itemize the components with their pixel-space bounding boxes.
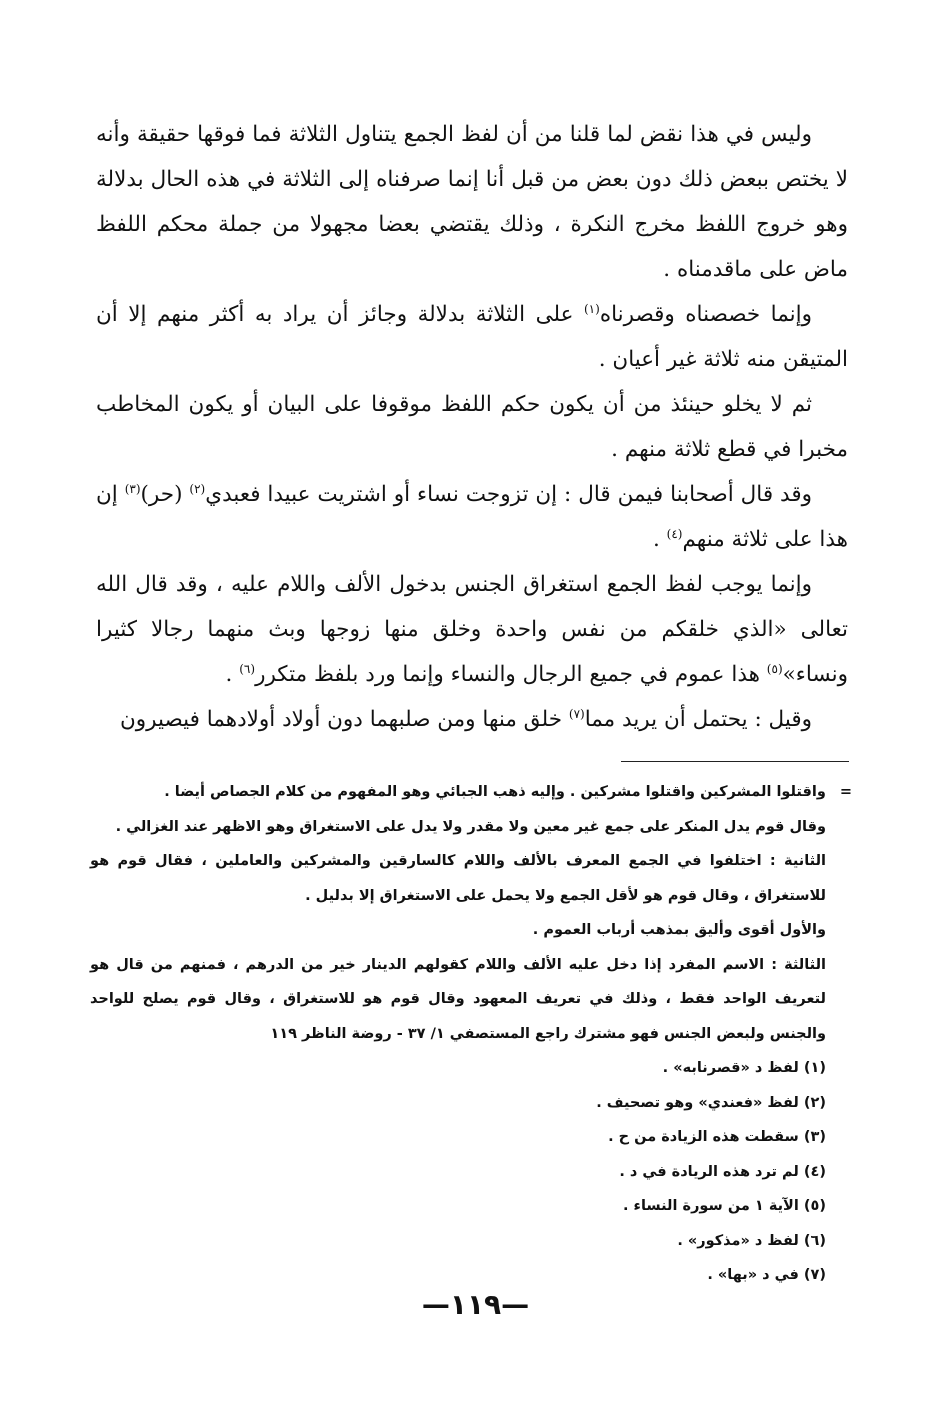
paragraph-5 bbox=[96, 562, 848, 697]
paragraph-5-part-a: وإنما يوجب لفظ الجمع استغراق الجنس بدخول الألف واللام عليه ، وقد قال الله تعالى «الذي خلقكم من نفس واحدة وخلق منها زوجها وبث منهما رجالا كثيرا ونساء» bbox=[96, 572, 848, 687]
paragraph-6-part-b: خلق منها ومن صلبهما دون أولاد أولادهما فيصيرون bbox=[119, 707, 563, 732]
footnote-continuation-1-text: واقتلوا المشركين واقتلوا مشركين . وإليه ذهب الجبائي وهو المفهوم من كلام الجصاص أيضا . bbox=[164, 784, 826, 800]
footnote-ref-1: (١) bbox=[583, 302, 600, 316]
paragraph-4-part-c: إن هذا على ثلاثة منهم bbox=[96, 482, 848, 552]
footnote-7: (٧) في د «بها» . bbox=[707, 1267, 826, 1283]
paragraph-6-part-a: وقيل : يحتمل أن يريد مما bbox=[584, 707, 812, 732]
footnote-continuation-4: والأول أقوى وأليق بمذهب أرباب العموم . bbox=[532, 922, 826, 938]
footnote-ref-2: (٢) bbox=[189, 482, 206, 496]
footnote-ref-5: (٥) bbox=[766, 662, 783, 676]
footnote-ref-6: (٦) bbox=[239, 662, 256, 676]
paragraph-6 bbox=[96, 697, 848, 742]
paragraph-4-part-d: . bbox=[652, 527, 660, 552]
continuation-mark: = bbox=[839, 784, 852, 800]
paragraph-3: ثم لا يخلو حينئذ من أن يكون حكم اللفظ موقوفا على البيان أو يكون المخاطب مخبرا في قطع ثلاثة منهم . bbox=[96, 392, 848, 462]
footnote-6: (٦) لفظ د «مذكور» . bbox=[677, 1232, 826, 1249]
footnote-3: (٣) سقطت هذه الزيادة من ح . bbox=[608, 1129, 826, 1145]
paragraph-1: وليس في هذا نقض لما قلنا من أن لفظ الجمع يتناول الثلاثة فما فوقها حقيقة وأنه لا يختص ببعض ذلك دون بعض من قبل أنا إنما صرفناه إلى الثلاثة في هذه الحال بدلالة وهو خروج اللفظ مخرج النكرة ، وذلك يقتضي بعضا مجهولا من جملة محكم اللفظ ماض على ماقدمناه . bbox=[96, 122, 848, 282]
paragraph-5-part-c: . bbox=[225, 662, 233, 687]
paragraph-2-part-b: على الثلاثة بدلالة وجائز أن يراد به أكثر منهم إلا أن المتيقن منه ثلاثة غير أعيان . bbox=[96, 302, 848, 372]
footnote-continuation-2: وقال قوم يدل المنكر على جمع غير معين ولا مقدر ولا يدل على الاستغراق وهو الاظهر عند الغزالي . bbox=[115, 818, 826, 835]
footnote-divider bbox=[621, 761, 849, 762]
paragraph-4-part-b: (حر) bbox=[140, 482, 183, 507]
footnote-continuation-5: الثالثة : الاسم المفرد إذا دخل عليه الألف واللام كقولهم الدينار خير من الدرهم ، فمنهم من قال هو لتعريف الواحد فقط ، وذلك في تعريف المعهود وقال قوم هو للاستغراق ، وقال قوم يصلح للواحد والجنس ولبعض الجنس فهو مشترك راجع المستصفي ١/ ٣٧ - روضة الناظر ١١٩ bbox=[90, 956, 826, 1042]
paragraph-5-part-b: هذا عموم في جميع الرجال والنساء وإنما ورد بلفظ متكرر bbox=[255, 662, 760, 687]
page-number: —١١٩— bbox=[421, 1288, 530, 1321]
footnote-continuation-3: الثانية : اختلفوا في الجمع المعرف بالألف واللام كالسارقين والمشركين والعاملين ، فقال قوم هو للاستغراق ، وقال قوم هو لأقل الجمع ولا يحمل على الاستغراق إلا بدليل . bbox=[90, 853, 826, 904]
footnote-2: (٢) لفظ «فعندي» وهو تصحيف . bbox=[596, 1094, 826, 1111]
footnote-continuation-body bbox=[90, 810, 852, 1293]
footnote-ref-4: (٤) bbox=[666, 527, 683, 541]
footnote-5: (٥) الآية ١ من سورة النساء . bbox=[622, 1198, 826, 1214]
footnote-ref-7: (٧) bbox=[568, 707, 585, 721]
paragraph-2-part-a: وإنما خصصناه وقصرناه bbox=[599, 302, 813, 327]
footnote-4: (٤) لم ترد هذه الريادة في د . bbox=[619, 1163, 826, 1180]
footnotes-section bbox=[90, 775, 852, 1293]
paragraph-4-part-a: وقد قال أصحابنا فيمن قال : إن تزوجت نساء أو اشتريت عبيدا فعبدي bbox=[205, 482, 812, 507]
footnote-continuation-1 bbox=[90, 775, 852, 810]
paragraph-4 bbox=[96, 472, 848, 562]
paragraph-2 bbox=[96, 292, 848, 382]
main-text bbox=[96, 112, 848, 742]
footnote-1: (١) لفظ د «قصرنابه» . bbox=[662, 1060, 826, 1076]
footnote-ref-3: (٣) bbox=[124, 482, 141, 496]
